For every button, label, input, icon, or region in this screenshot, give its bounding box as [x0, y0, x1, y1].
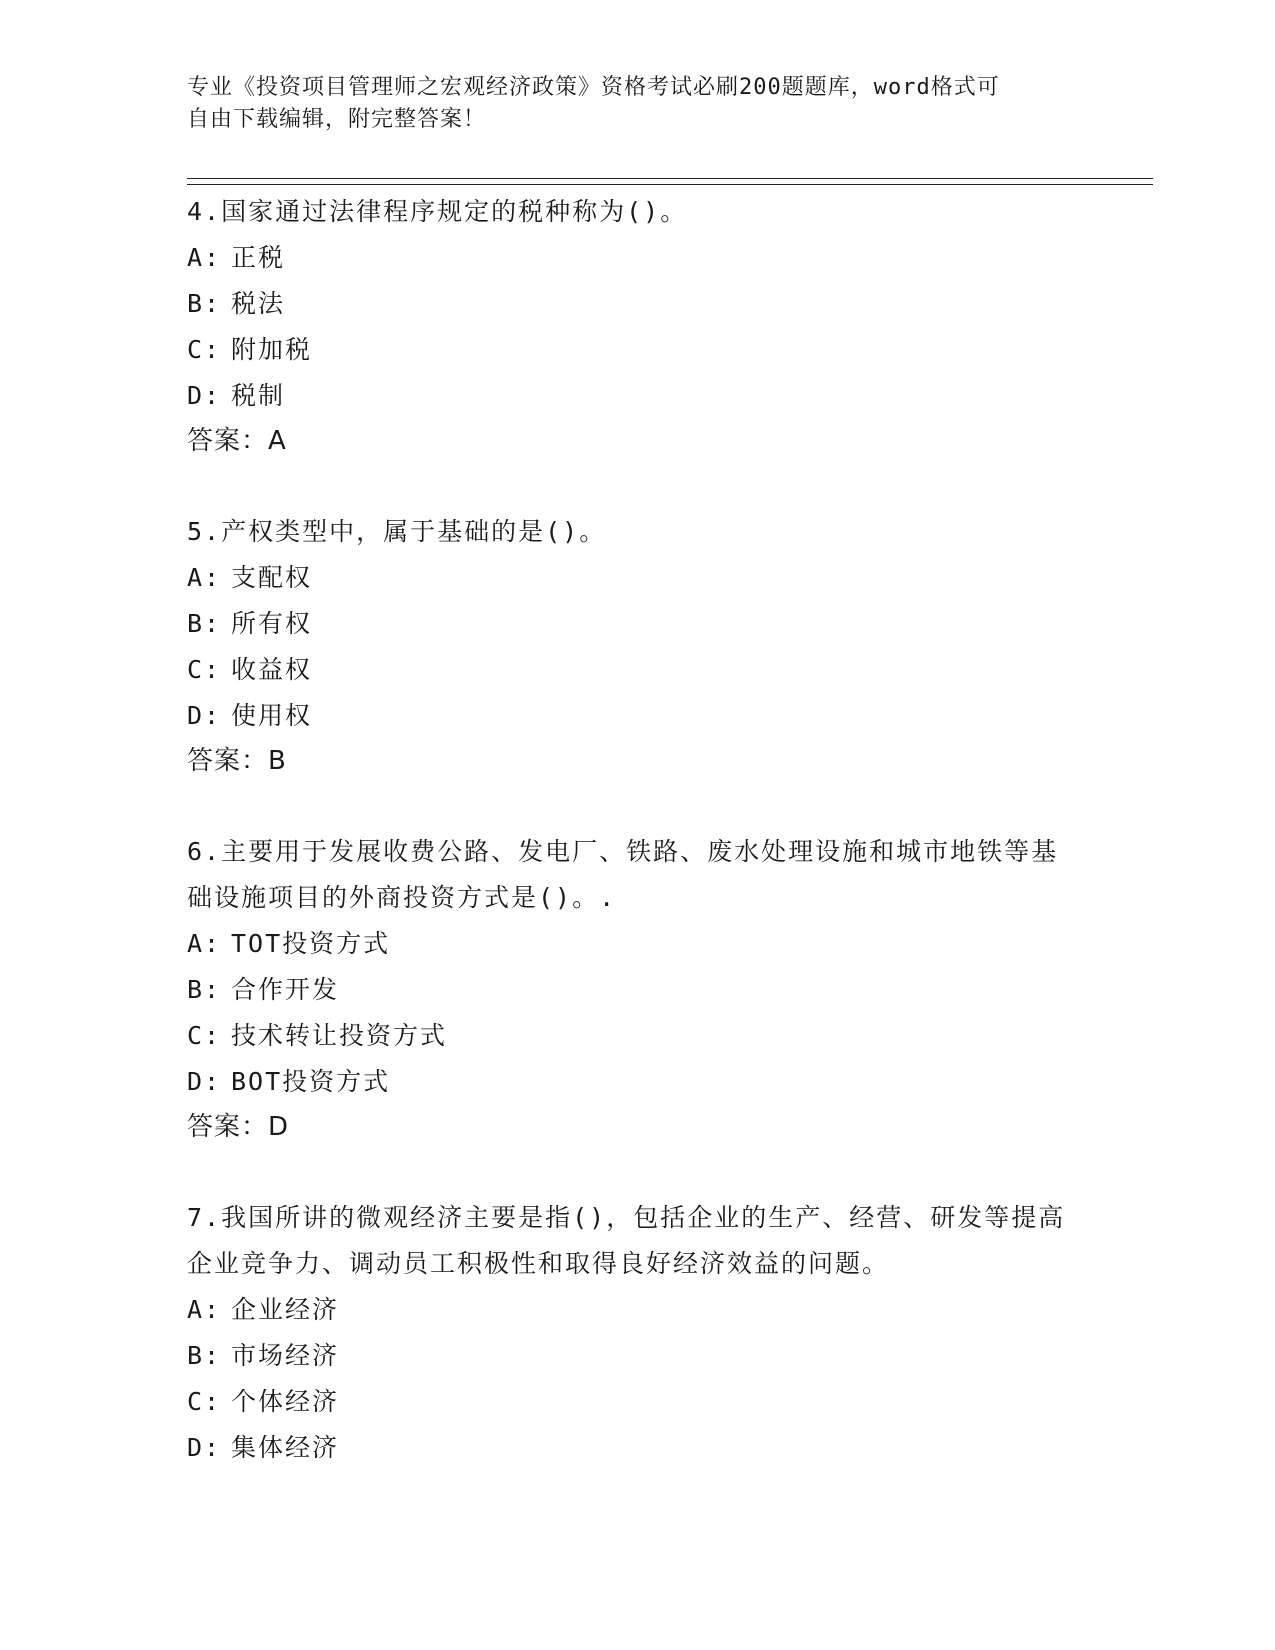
- option-letter: C:: [187, 1387, 222, 1416]
- option-letter: A:: [187, 1295, 222, 1324]
- option-text: 集体经济: [231, 1433, 340, 1462]
- option-b: [187, 1333, 1067, 1379]
- option-b: [187, 281, 1067, 327]
- option-text: 使用权: [231, 701, 313, 730]
- option-text: 市场经济: [231, 1341, 340, 1370]
- option-b: [187, 967, 1067, 1013]
- header-line-2: 自由下载编辑，附完整答案！: [187, 107, 487, 132]
- option-a: [187, 1287, 1067, 1333]
- option-letter: D:: [187, 1433, 222, 1462]
- option-d: [187, 373, 1067, 419]
- question-stem: 6.主要用于发展收费公路、发电厂、铁路、废水处理设施和城市地铁等基础设施项目的外商投资方式是()。.: [187, 837, 1059, 912]
- option-text: TOT投资方式: [231, 929, 391, 958]
- document-header: [187, 72, 1067, 136]
- option-b: [187, 601, 1067, 647]
- option-text: 税制: [231, 381, 286, 410]
- option-letter: D:: [187, 1067, 222, 1096]
- option-c: [187, 1379, 1067, 1425]
- option-c: [187, 1013, 1067, 1059]
- question-stem: 5.产权类型中，属于基础的是()。: [187, 517, 607, 546]
- option-text: 收益权: [231, 655, 313, 684]
- option-d: [187, 693, 1067, 739]
- question-item: [187, 1195, 1067, 1471]
- option-letter: B:: [187, 975, 222, 1004]
- option-c: [187, 327, 1067, 373]
- header-line-1: 专业《投资项目管理师之宏观经济政策》资格考试必刷200题题库，word格式可: [187, 75, 1000, 100]
- question-item: [187, 509, 1067, 783]
- option-letter: A:: [187, 563, 222, 592]
- option-text: 正税: [231, 243, 286, 272]
- option-text: 支配权: [231, 563, 313, 592]
- option-letter: C:: [187, 335, 222, 364]
- header-divider-bottom: [187, 184, 1153, 185]
- option-d: [187, 1425, 1067, 1471]
- option-letter: B:: [187, 289, 222, 318]
- answer-line: 答案：B: [187, 746, 287, 776]
- option-a: [187, 921, 1067, 967]
- option-d: [187, 1059, 1067, 1105]
- option-text: 技术转让投资方式: [231, 1021, 448, 1050]
- header-divider-top: [187, 178, 1153, 179]
- option-letter: C:: [187, 1021, 222, 1050]
- option-a: [187, 555, 1067, 601]
- option-letter: B:: [187, 1341, 222, 1370]
- option-letter: A:: [187, 929, 222, 958]
- option-text: 企业经济: [231, 1295, 340, 1324]
- answer-line: 答案：A: [187, 426, 287, 456]
- question-item: [187, 829, 1067, 1149]
- option-text: 税法: [231, 289, 286, 318]
- option-c: [187, 647, 1067, 693]
- option-text: 合作开发: [231, 975, 340, 1004]
- question-stem: 7.我国所讲的微观经济主要是指()，包括企业的生产、经营、研发等提高企业竞争力、调动员工积极性和取得良好经济效益的问题。: [187, 1203, 1066, 1278]
- option-letter: A:: [187, 243, 222, 272]
- question-list: [187, 189, 1067, 1517]
- option-text: 所有权: [231, 609, 313, 638]
- question-item: [187, 189, 1067, 463]
- answer-line: 答案：D: [187, 1112, 290, 1142]
- option-text: 附加税: [231, 335, 313, 364]
- option-letter: C:: [187, 655, 222, 684]
- option-letter: D:: [187, 701, 222, 730]
- question-stem: 4.国家通过法律程序规定的税种称为()。: [187, 197, 688, 226]
- option-letter: D:: [187, 381, 222, 410]
- option-a: [187, 235, 1067, 281]
- option-text: BOT投资方式: [231, 1067, 391, 1096]
- option-text: 个体经济: [231, 1387, 340, 1416]
- option-letter: B:: [187, 609, 222, 638]
